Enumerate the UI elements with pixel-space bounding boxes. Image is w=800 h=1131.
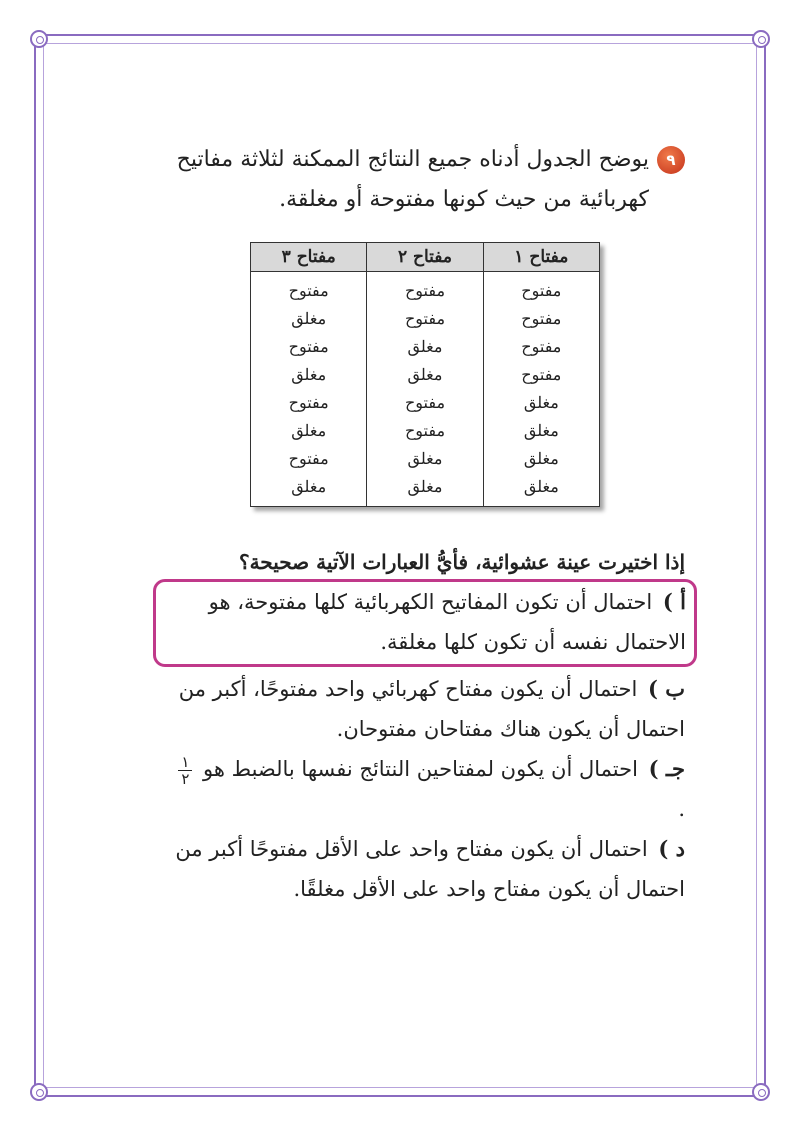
table-cell: مفتوح (483, 333, 599, 361)
table-cell: مغلق (251, 473, 367, 507)
table-row (251, 445, 600, 473)
option-text: احتمال أن يكون مفتاح كهربائي واحد مفتوحًا، أكبر من احتمال أن يكون هناك مفتاحان مفتوحان. (178, 677, 685, 741)
fraction-numerator: ١ (181, 753, 190, 771)
column-header: مفتاح ٢ (367, 243, 483, 272)
table-cell: مغلق (367, 445, 483, 473)
option-label: د ) (658, 836, 685, 861)
option-b[interactable] (165, 669, 685, 749)
option-text: احتمال أن يكون مفتاح واحد على الأقل مفتوحًا أكبر من احتمال أن يكون مفتاح واحد على الأقل مغلقًا. (175, 837, 685, 901)
table-cell: مفتوح (251, 445, 367, 473)
table-cell: مفتوح (367, 305, 483, 333)
table-cell: مغلق (251, 305, 367, 333)
exercise-content (165, 140, 685, 909)
table-cell: مغلق (367, 473, 483, 507)
table-cell: مفتوح (367, 417, 483, 445)
option-label: جـ ) (648, 756, 685, 781)
option-text-tail: . (678, 797, 685, 821)
option-text: احتمال أن يكون لمفتاحين النتائج نفسها بالضبط هو (203, 757, 638, 781)
column-header: مفتاح ١ (483, 243, 599, 272)
option-c[interactable] (165, 749, 685, 829)
table-cell: مفتوح (367, 272, 483, 306)
table-cell: مفتوح (483, 361, 599, 389)
table-row (251, 389, 600, 417)
table-row (251, 305, 600, 333)
table-row (251, 417, 600, 445)
option-label: ب ) (647, 676, 685, 701)
table-row (251, 333, 600, 361)
table-cell: مفتوح (251, 333, 367, 361)
option-text: احتمال أن تكون المفاتيح الكهربائية كلها مفتوحة، هو الاحتمال نفسه أن تكون كلها مغلقة. (208, 590, 686, 654)
table-row (251, 361, 600, 389)
table-cell: مغلق (483, 389, 599, 417)
table-cell: مغلق (483, 445, 599, 473)
option-d[interactable] (165, 829, 685, 909)
outcomes-table (250, 242, 600, 507)
table-cell: مغلق (367, 333, 483, 361)
table-row (251, 272, 600, 306)
question-header (165, 140, 685, 220)
table-row (251, 473, 600, 507)
table-cell: مغلق (367, 361, 483, 389)
table-cell: مغلق (483, 473, 599, 507)
question-text: يوضح الجدول أدناه جميع النتائج الممكنة لثلاثة مفاتيح كهربائية من حيث كونها مفتوحة أو مغلقة. (176, 147, 649, 212)
corner-ornament-icon (30, 1083, 48, 1101)
table-cell: مفتوح (251, 389, 367, 417)
question-number-badge: ٩ (657, 146, 685, 174)
option-label: أ ) (662, 589, 686, 614)
fraction-denominator: ٢ (181, 770, 190, 788)
table-cell: مغلق (251, 361, 367, 389)
column-header: مفتاح ٣ (251, 243, 367, 272)
table-cell: مفتوح (483, 305, 599, 333)
fraction-one-half (178, 754, 192, 787)
table-header-row (251, 243, 600, 272)
corner-ornament-icon (752, 1083, 770, 1101)
table-cell: مفتوح (251, 272, 367, 306)
table-cell: مغلق (483, 417, 599, 445)
table-cell: مفتوح (483, 272, 599, 306)
table-cell: مفتوح (367, 389, 483, 417)
question-prompt: إذا اختيرت عينة عشوائية، فأيُّ العبارات الآتية صحيحة؟ (238, 550, 685, 574)
corner-ornament-icon (30, 30, 48, 48)
option-a-highlighted[interactable] (153, 579, 697, 667)
corner-ornament-icon (752, 30, 770, 48)
table-cell: مغلق (251, 417, 367, 445)
